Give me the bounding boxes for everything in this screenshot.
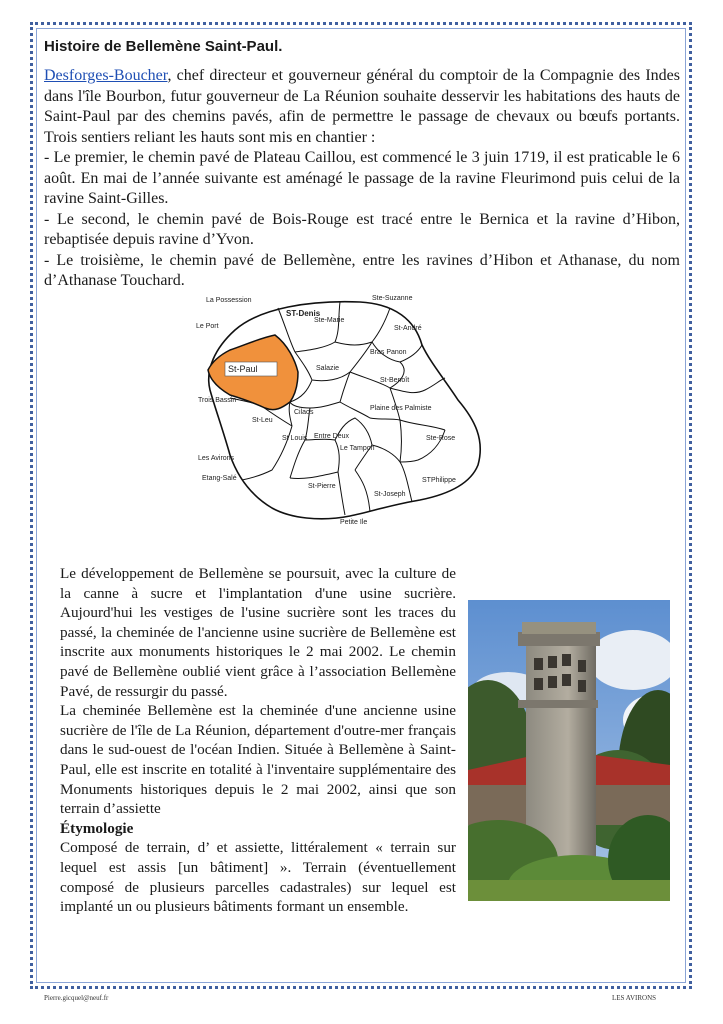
path-item-1: - Le premier, le chemin pavé de Plateau Caillou, est commencé le 3 juin 1719, il est praticable le 6 août. En mai de l’année suivante est aménagé le passage de la ravine Fleurimond puis celui de la ravine Saint-Gilles. — [44, 149, 680, 207]
map-label-le-port: Le Port — [196, 323, 219, 330]
footer-email: Pierre.gicquel@neuf.fr — [44, 994, 109, 1002]
etymology-paragraph: Composé de terrain, d’ et assiette, littéralement « terrain sur lequel est assis [un bâtiment] ». Terrain (éventuellement composé de plusieurs parcelles cadastrales) sur lequel est implanté un ou plusieurs bâtiments formant un ensemble. — [60, 839, 456, 916]
intro-paragraph — [44, 66, 680, 148]
reunion-communes-map — [190, 290, 490, 528]
map-label-le-tampon: Le Tampon — [340, 445, 375, 452]
map-label-plaine-palmiste: Plaine des Palmiste — [370, 405, 432, 412]
body-section-2 — [60, 564, 456, 917]
desforges-boucher-link[interactable]: Desforges-Boucher — [44, 67, 168, 84]
development-paragraph: Le développement de Bellemène se poursuit, avec la culture de la canne à sucre et l'implantation d'une usine sucrière. Aujourd'hui les vestiges de l'usine sucrière sont les traces du passé, la cheminée de l'ancienne usine sucrière de Bellemène est inscrite aux monuments historiques le 2 mai 2002. Le chemin pavé de Bellemène oublié vient grâce à l’association Bellemène Pavé, de ressurgir du passé. — [60, 565, 456, 700]
map-label-st-pierre: St-Pierre — [308, 483, 336, 490]
map-label-petite-ile: Petite Ile — [340, 519, 368, 526]
island-outline — [209, 302, 481, 519]
path-item-2: - Le second, le chemin pavé de Bois-Rouge est tracé entre le Bernica et la ravine d’Hibon, rebaptisée depuis ravine d’Yvon. — [44, 210, 680, 248]
footer-location: LES AVIRONS — [612, 994, 657, 1002]
map-label-st-denis: ST-Denis — [286, 309, 321, 318]
map-label-ste-marie: Ste-Marie — [314, 317, 345, 324]
intro-section — [44, 66, 680, 292]
map-label-st-louis: St Louis — [282, 435, 308, 442]
map-label-st-philippe: STPhilippe — [422, 477, 456, 484]
map-label-st-andre: St-André — [394, 325, 422, 332]
map-label-etang-sale: Etang-Salé — [202, 475, 237, 482]
map-label-bras-panon: Bras Panon — [370, 349, 407, 356]
etymology-heading: Étymologie — [60, 819, 134, 837]
chimney-photo — [468, 600, 670, 901]
map-label-st-benoit: St-Benoît — [380, 377, 410, 384]
map-label-salazie: Salazie — [316, 365, 339, 372]
map-label-st-joseph: St-Joseph — [374, 491, 406, 498]
map-label-ste-rose: Ste-Rose — [426, 435, 456, 442]
map-label-st-paul: St-Paul — [228, 364, 258, 374]
chimney-paragraph: La cheminée Bellemène est la cheminée d'une ancienne usine sucrière de l'île de La Réunion, département d'outre-mer français dans le sud-ouest de l'océan Indien. Située à Bellemène à Saint-Paul, elle est inscrite en totalité à l'inventaire supplémentaire des Monuments historiques depuis le 2 mai 2002, ainsi que son terrain d’assiette — [60, 702, 456, 818]
map-label-st-leu: St-Leu — [252, 417, 273, 424]
map-label-ste-suzanne: Ste-Suzanne — [372, 295, 413, 302]
page-title: Histoire de Bellemène Saint-Paul. — [44, 38, 283, 55]
map-label-les-avirons: Les Avirons — [198, 455, 235, 462]
intro-paragraph-text: , chef directeur et gouverneur général du comptoir de la Compagnie des Indes dans l'île Bourbon, futur gouverneur de La Réunion souhaite desservir les habitations des hauts de Saint-Paul par des chemins pavés, afin de permettre le passage de chevaux ou bœufs portants. Trois sentiers reliant les hauts sont mis en chantier : — [44, 67, 680, 146]
map-label-cilaos: Cilaos — [294, 409, 314, 416]
map-label-la-possession: La Possession — [206, 297, 252, 304]
path-item-3: - Le troisième, le chemin pavé de Bellemène, entre les ravines d’Hibon et Athanase, du nom d’Athanase Touchard. — [44, 251, 680, 289]
map-label-entre-deux: Entre Deux — [314, 433, 350, 440]
map-label-trois-bassin: Trois Bassin — [198, 397, 237, 404]
